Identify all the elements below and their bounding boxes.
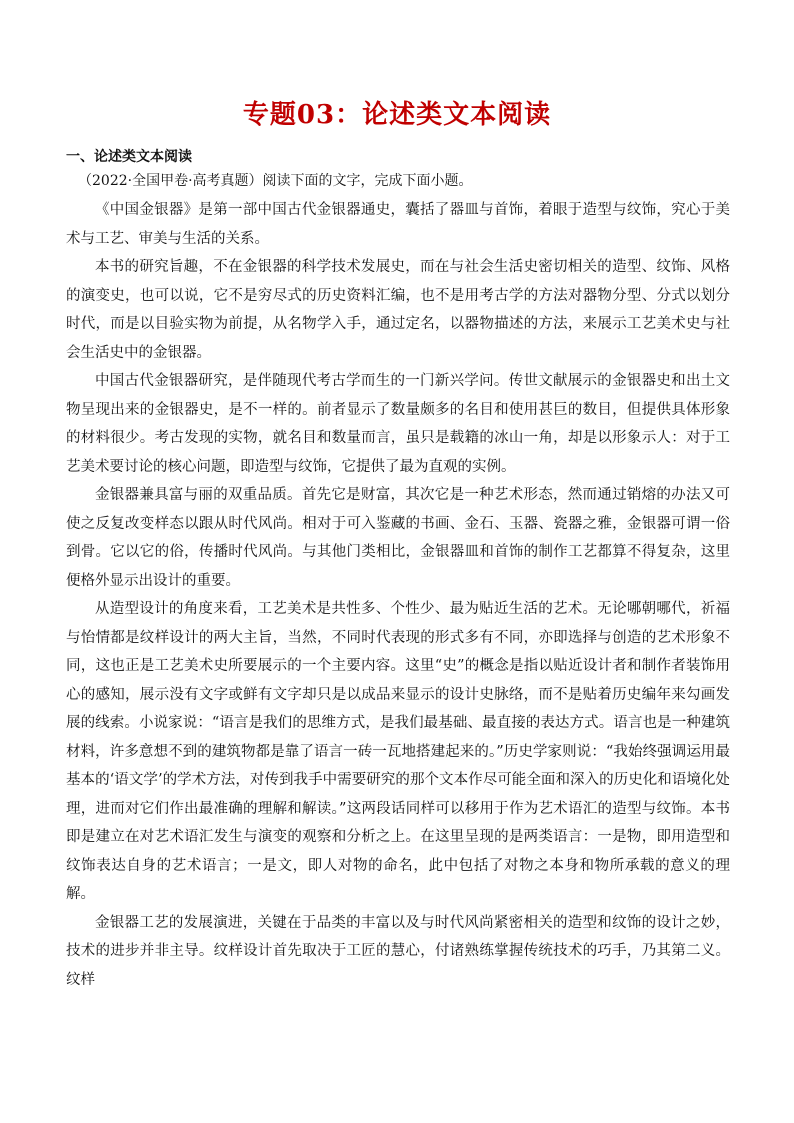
paragraph-5: 从造型设计的角度来看，工艺美术是共性多、个性少、最为贴近生活的艺术。无论哪朝哪代，祈福与怡情都是纹样设计的两大主旨，当然，不同时代表现的形式多有不同，亦即选择与创造的艺术形象不同，这也正是工艺美术史所要展示的一个主要内容。这里“史”的概念是指以贴近设计者和制作者装饰用心的感知，展示没有文字或鲜有文字却只是以成品来显示的设计史脉络，而不是贴着历史编年来勾画发展的线索。小说家说：“语言是我们的思维方式，是我们最基础、最直接的表达方式。语言也是一种建筑材料，许多意想不到的建筑物都是靠了语言一砖一瓦地搭建起来的。”历史学家则说：“我始终强调运用最基本的‘语文学’的学术方法，对传到我手中需要研究的那个文本作尽可能全面和深入的历史化和语境化处理，进而对它们作出最准确的理解和解读。”这两段话同样可以移用于作为艺术语汇的造型与纹饰。本书即是建立在对艺术语汇发生与演变的观察和分析之上。在这里呈现的是两类语言：一是物，即用造型和纹饰表达自身的艺术语言；一是文，即人对物的命名，此中包括了对物之本身和物所承载的意义的理解。 — [66, 601, 730, 902]
paragraph-6: 金银器工艺的发展演进，关键在于品类的丰富以及与时代风尚紧密相关的造型和纹饰的设计之妙，技术的进步并非主导。纹样设计首先取决于工匠的慧心，付诸熟练掌握传统技术的巧手，乃其第二义。纹样 — [66, 914, 730, 988]
paragraph-2: 本书的研究旨趣，不在金银器的科学技术发展史，而在与社会生活史密切相关的造型、纹饰、风格的演变史，也可以说，它不是穷尽式的历史资料汇编，也不是用考古学的方法对器物分型、分式以划分时代，而是以目验实物为前提，从名物学入手，通过定名，以器物描述的方法，来展示工艺美术史与社会生活史中的金银器。 — [66, 259, 730, 361]
page-title: 专题03：论述类文本阅读 — [242, 100, 552, 130]
paragraph-3: 中国古代金银器研究，是伴随现代考古学而生的一门新兴学问。传世文献展示的金银器史和出土文物呈现出来的金银器史，是不一样的。前者显示了数量颇多的名目和使用甚巨的数目，但提供具体形象的材料很少。考古发现的实物，就名目和数量而言，虽只是载籍的冰山一角，却是以形象示人：对于工艺美术要讨论的核心问题，即造型与纹饰，它提供了最为直观的实例。 — [66, 373, 730, 475]
question-source-line: （2022·全国甲卷·高考真题）阅读下面的文字，完成下面小题。 — [78, 173, 473, 189]
section-heading: 一、论述类文本阅读 — [66, 149, 192, 165]
paragraph-4: 金银器兼具富与丽的双重品质。首先它是财富，其次它是一种艺术形态，然而通过销熔的办法又可使之反复改变样态以跟从时代风尚。相对于可入鉴藏的书画、金石、玉器、瓷器之雅，金银器可谓一俗到骨。它以它的俗，传播时代风尚。与其他门类相比，金银器皿和首饰的制作工艺都算不得复杂，这里便格外显示出设计的重要。 — [66, 487, 730, 589]
paragraph-1: 《中国金银器》是第一部中国古代金银器通史，囊括了器皿与首饰，着眼于造型与纹饰，究心于美术与工艺、审美与生活的关系。 — [66, 202, 730, 247]
article-body — [66, 196, 730, 994]
